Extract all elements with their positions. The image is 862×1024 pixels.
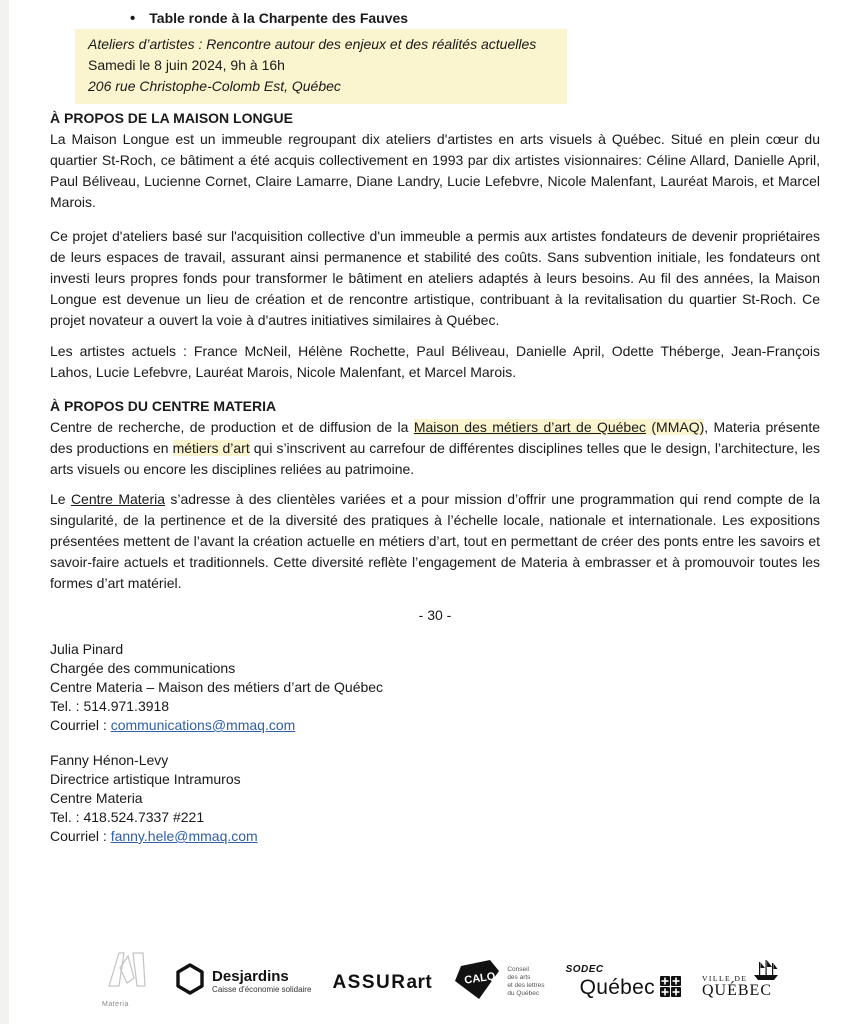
materia-p2-text-2: s’adresse à des clientèles variées et a pour mission d’offrir une programmation qui rend compte de la singularité, de la pertinence et de la diversité des pratiques à l’échelle locale, nationale et internationale. Les expositions présentées mettent de l’avant la création actuelle en métiers d’art, tout en permettant de créer des ponts entre les savoirs et savoir-faire actuels et traditionnels. Cette diversité reflète l’engagement de Materia à embrasser et à promouvoir toutes les formes d’art matériel. (50, 491, 820, 591)
maison-paragraph-3: Les artistes actuels : France McNeil, Hélène Rochette, Paul Béliveau, Danielle April, Odette Théberge, Jean-François Lahos, Lucie Lefebvre, Lauréat Marois, Nicole Malenfant, et Marcel Marois. (50, 343, 820, 380)
event-bullet-title (130, 8, 408, 29)
ship-icon (752, 959, 780, 983)
contact-name: Julia Pinard (50, 641, 124, 657)
sodec-quebec-row (580, 976, 681, 999)
materia-logo (100, 950, 154, 1015)
maison-paragraph-1: La Maison Longue est un immeuble regroupant dix ateliers d'artistes en arts visuels à Québec. Situé en plein cœur du quartier St-Roch, ce bâtiment a été acquis collectivement en 1993 par dix artistes visionnaires: Céline Allard, Danielle April, Paul Béliveau, Lucienne Cornet, Claire Lamarre, Diane Landry, Lucie Lefebvre, Nicole Malenfant, Lauréat Marois, et Marcel Marois. (50, 131, 820, 210)
event-datetime: Samedi le 8 juin 2024, 9h à 16h (88, 57, 285, 73)
ville-de-quebec-logo (702, 965, 772, 999)
desjardins-logo (175, 963, 311, 1001)
contact-phone: Tel. : 514.971.3918 (50, 698, 170, 714)
contact-fanny-henon-levy (50, 751, 820, 846)
sodec-brand-text: SODEC (565, 964, 604, 975)
materia-p2-text: Le (50, 491, 71, 507)
contact-email-line (50, 827, 820, 846)
event-subtitle: Ateliers d’artistes : Rencontre autour des enjeux et des réalités actuelles (88, 36, 537, 52)
desjardins-text (212, 969, 311, 994)
bullet-icon: • (130, 10, 136, 27)
vdq-line1: VILLE DE (701, 974, 748, 984)
contact-julia-pinard (50, 640, 820, 735)
materia-p1-text: Centre de recherche, de production et de diffusion de la (50, 419, 414, 435)
centre-materia-link[interactable]: Centre Materia (70, 491, 165, 507)
contact-name: Fanny Hénon-Levy (50, 752, 169, 768)
event-address: 206 rue Christophe-Colomb Est, Québec (88, 78, 341, 94)
email-label: Courriel : (50, 717, 111, 733)
assurart-upper: ASSUR (332, 971, 407, 993)
assurart-lower: art (406, 971, 433, 993)
desjardins-hexagon-icon (175, 963, 205, 1001)
contact-role: Directrice artistique Intramuros (50, 771, 241, 787)
mmaq-link[interactable]: Maison des métiers d’art de Québec (413, 419, 647, 435)
calq-caption-line: des arts (507, 974, 531, 981)
partner-logos-bar (100, 950, 772, 1014)
materia-p1-text-2: , Materia présente des productions en (50, 419, 821, 456)
heading-centre-materia: À PROPOS DU CENTRE MATERIA (50, 398, 277, 414)
maison-paragraph-2: Ce projet d'ateliers basé sur l'acquisition collective d'un immeuble a permis aux artistes fondateurs de devenir propriétaires de leurs espaces de travail, assurant ainsi permanence et stabilité des coûts. Sans subvention initiale, les fondateurs ont investi leurs propres fonds pour transformer le bâtiment en ateliers adaptés à leurs besoins. Au fil des années, la Maison Longue est devenue un lieu de création et de rencontre artistique, contribuant à la revitalisation du quartier St-Roch. Ce projet novateur a ouvert la voie à d'autres initiatives similaires à Québec. (50, 228, 820, 328)
contact-org: Centre Materia (50, 790, 143, 806)
contact-phone: Tel. : 418.524.7337 #221 (50, 809, 205, 825)
materia-p1-text-3: qui s’inscrivent au carrefour de différentes disciplines telles que le design, l’architecture, les arts visuels ou encore les disciplines reliées au patrimoine. (50, 440, 820, 477)
metiers-dart-highlight: métiers d’art (172, 440, 250, 456)
contact-email-line (50, 716, 820, 735)
heading-maison-longue: À PROPOS DE LA MAISON LONGUE (50, 110, 293, 126)
event-highlight-box (75, 29, 567, 104)
contact-org: Centre Materia – Maison des métiers d’art de Québec (50, 679, 384, 695)
sodec-quebec-wordmark: Québec (579, 976, 655, 999)
contact-role: Chargée des communications (50, 660, 236, 676)
email-link-fanny[interactable]: fanny.hele@mmaq.com (110, 828, 258, 844)
quebec-flag-icon (660, 976, 681, 999)
calq-caption-line: du Québec (507, 990, 540, 997)
end-mark: - 30 - (418, 607, 452, 623)
calq-caption-line: et des lettres (507, 982, 545, 989)
materia-m-icon (100, 950, 154, 994)
calq-gem-icon (453, 957, 501, 1007)
assurart-logo (332, 972, 432, 993)
calq-logo (453, 957, 544, 1007)
email-link-communications[interactable]: communications@mmaq.com (110, 717, 296, 733)
sodec-logo (566, 965, 681, 999)
materia-paragraph-1 (50, 417, 820, 480)
materia-logo-label: Materia (102, 1000, 129, 1008)
calq-caption-line: Conseil (507, 966, 529, 973)
svg-text:CALQ: CALQ (463, 970, 497, 987)
materia-paragraph-2 (50, 489, 820, 594)
desjardins-title: Desjardins (212, 968, 289, 986)
email-label: Courriel : (50, 828, 111, 844)
mmaq-acronym: (MMAQ) (646, 419, 705, 435)
desjardins-subtitle: Caisse d'économie solidaire (212, 984, 312, 994)
event-title-text: Table ronde à la Charpente des Fauves (149, 10, 409, 26)
calq-caption (507, 966, 544, 998)
page-edge-shadow (0, 0, 9, 1024)
vdq-line2: QUÉBEC (701, 981, 772, 999)
